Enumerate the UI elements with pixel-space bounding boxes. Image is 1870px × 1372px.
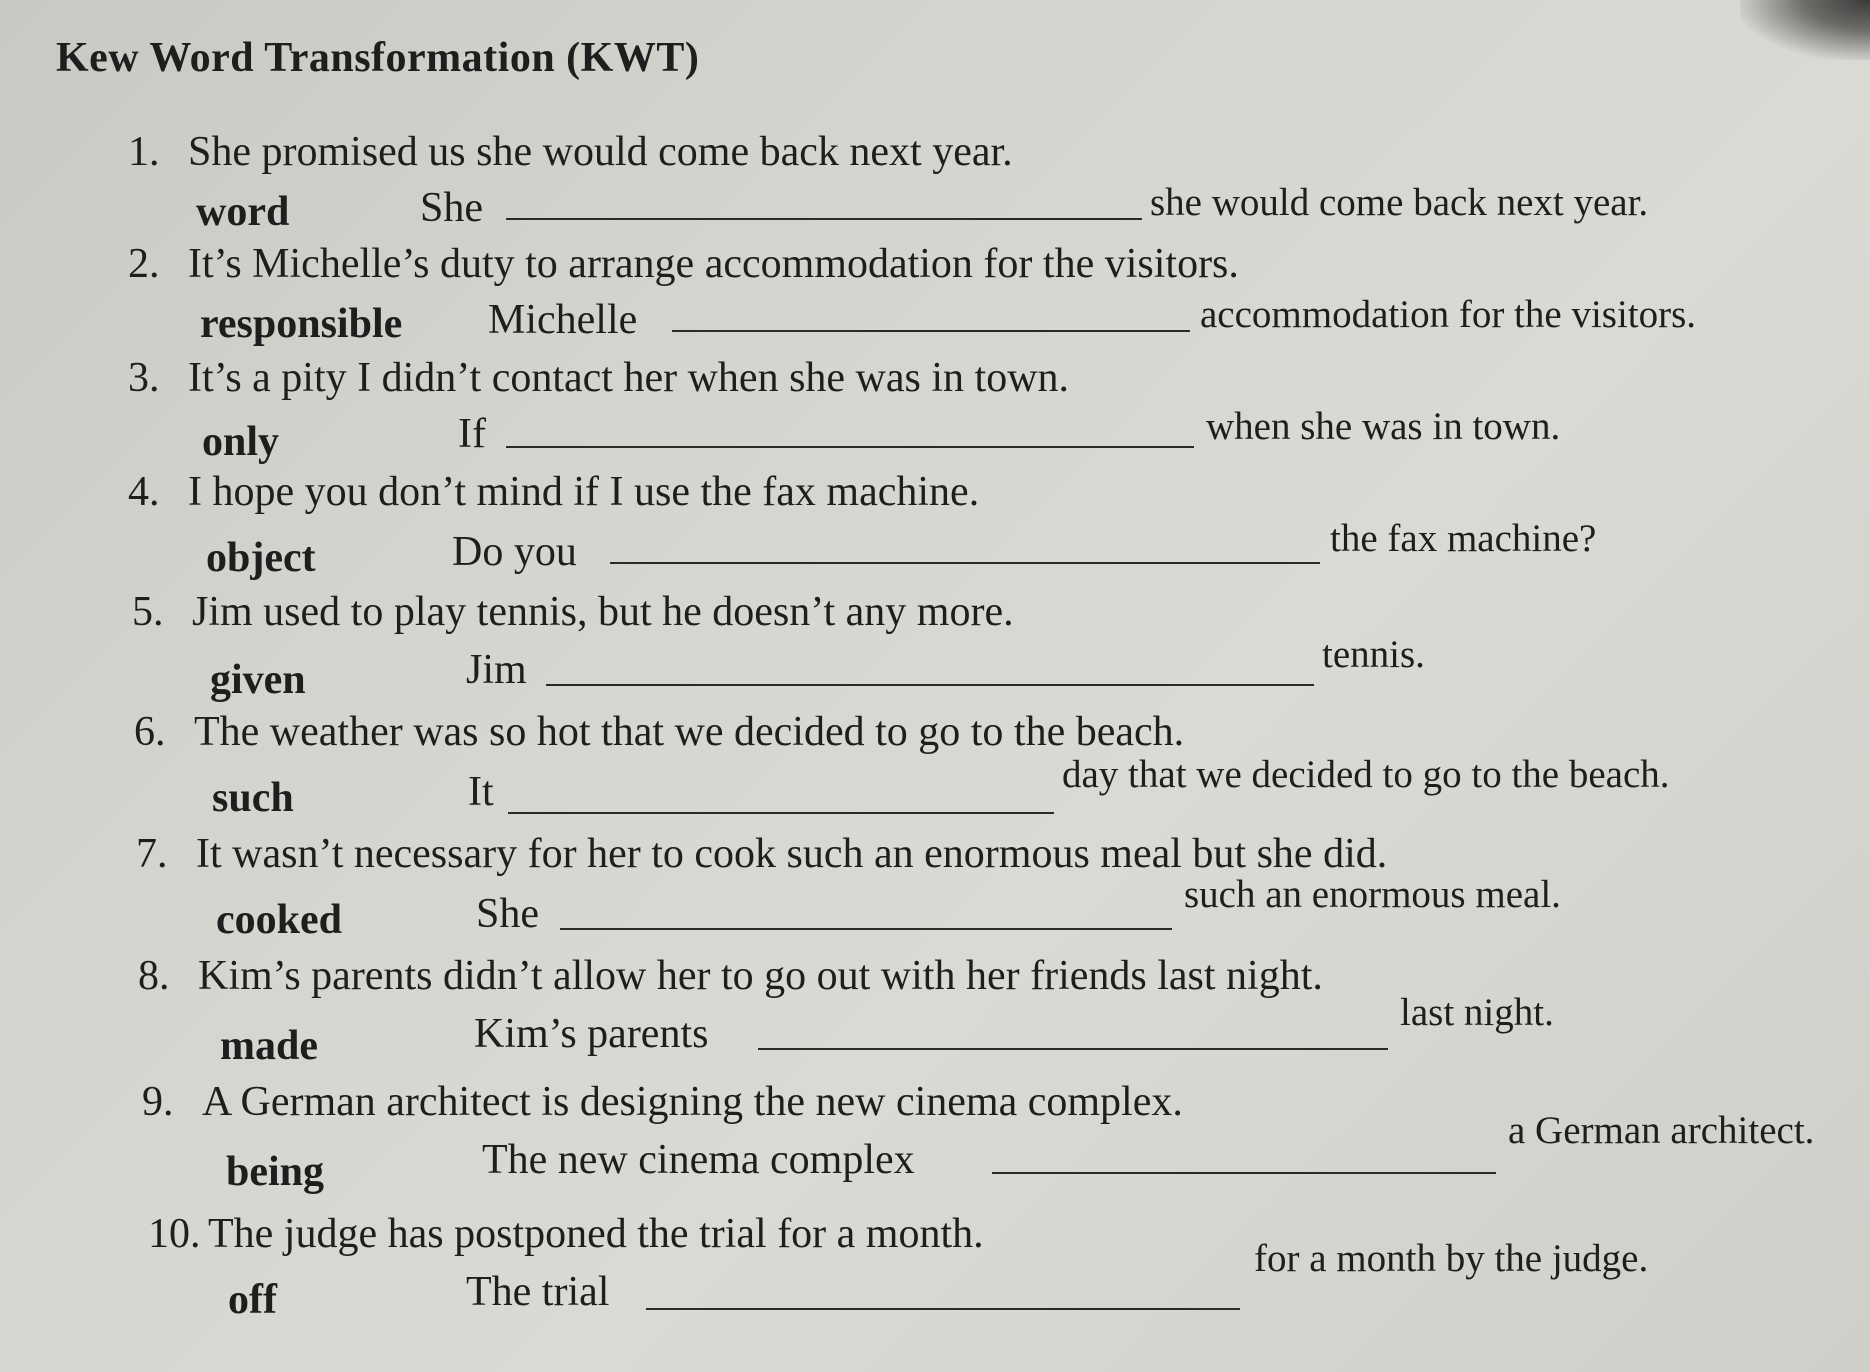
answer-lead-4: Do you [452,529,577,575]
answer-lead-9: The new cinema complex [482,1137,915,1183]
worksheet-title: Kew Word Transformation (KWT) [56,35,700,81]
answer-lead-10: The trial [466,1269,610,1315]
key-word-1: word [196,189,290,235]
answer-tail-5: tennis. [1322,633,1425,676]
question-sentence: It’s Michelle’s duty to arrange accommodation for the visitors. [188,241,1239,287]
answer-blank-10[interactable] [646,1308,1240,1310]
answer-blank-4[interactable] [610,562,1320,564]
question-sentence: I hope you don’t mind if I use the fax machine. [188,469,980,515]
question-number: 8. [138,953,170,999]
key-word-2: responsible [200,301,403,347]
question-number: 4. [128,469,160,515]
question-sentence: The weather was so hot that we decided to go to the beach. [194,709,1185,755]
answer-lead-8: Kim’s parents [474,1011,709,1057]
question-10 [148,1210,984,1258]
answer-blank-9[interactable] [992,1172,1496,1174]
question-8 [138,952,1323,1000]
answer-tail-6: day that we decided to go to the beach. [1062,753,1670,796]
key-word-6: such [212,775,294,821]
answer-tail-3: when she was in town. [1206,405,1561,448]
answer-lead-7: She [476,891,539,937]
answer-lead-5: Jim [466,647,527,693]
question-4 [128,468,979,516]
page-corner-shadow [1740,0,1870,60]
question-2 [128,240,1239,288]
answer-tail-7: such an enormous meal. [1184,873,1561,916]
question-9 [142,1078,1183,1126]
key-word-5: given [210,657,306,703]
answer-tail-1: she would come back next year. [1150,181,1649,224]
key-word-8: made [220,1023,318,1069]
answer-lead-6: It [468,769,494,815]
question-number: 10. [148,1211,201,1257]
answer-tail-4: the fax machine? [1330,517,1597,560]
question-sentence: Kim’s parents didn’t allow her to go out with her friends last night. [198,953,1323,999]
question-sentence: It wasn’t necessary for her to cook such an enormous meal but she did. [196,831,1388,877]
answer-lead-2: Michelle [488,297,638,343]
question-number: 6. [134,709,166,755]
answer-lead-1: She [420,185,483,231]
question-sentence: She promised us she would come back next year. [188,129,1013,175]
answer-tail-2: accommodation for the visitors. [1200,293,1697,336]
answer-blank-6[interactable] [508,812,1054,814]
question-1 [128,128,1013,176]
question-number: 3. [128,355,160,401]
question-sentence: Jim used to play tennis, but he doesn’t any more. [192,589,1014,635]
question-5 [132,588,1014,636]
question-7 [136,830,1387,878]
key-word-4: object [206,535,316,581]
answer-blank-1[interactable] [506,218,1142,220]
question-number: 2. [128,241,160,287]
answer-blank-2[interactable] [672,330,1190,332]
question-number: 7. [136,831,168,877]
question-sentence: The judge has postponed the trial for a month. [208,1211,984,1257]
answer-lead-3: If [458,411,486,457]
key-word-10: off [228,1277,277,1323]
key-word-7: cooked [216,897,342,943]
answer-blank-8[interactable] [758,1048,1388,1050]
question-number: 5. [132,589,164,635]
question-6 [134,708,1184,756]
answer-tail-10: for a month by the judge. [1254,1237,1649,1280]
question-number: 9. [142,1079,174,1125]
key-word-9: being [226,1149,325,1195]
question-sentence: A German architect is designing the new cinema complex. [202,1079,1183,1125]
question-number: 1. [128,129,160,175]
question-sentence: It’s a pity I didn’t contact her when she was in town. [188,355,1070,401]
answer-blank-7[interactable] [560,928,1172,930]
answer-blank-3[interactable] [506,446,1194,448]
answer-tail-9: a German architect. [1508,1109,1815,1152]
key-word-3: only [202,419,280,465]
question-3 [128,354,1069,402]
answer-tail-8: last night. [1400,991,1554,1034]
answer-blank-5[interactable] [546,684,1314,686]
